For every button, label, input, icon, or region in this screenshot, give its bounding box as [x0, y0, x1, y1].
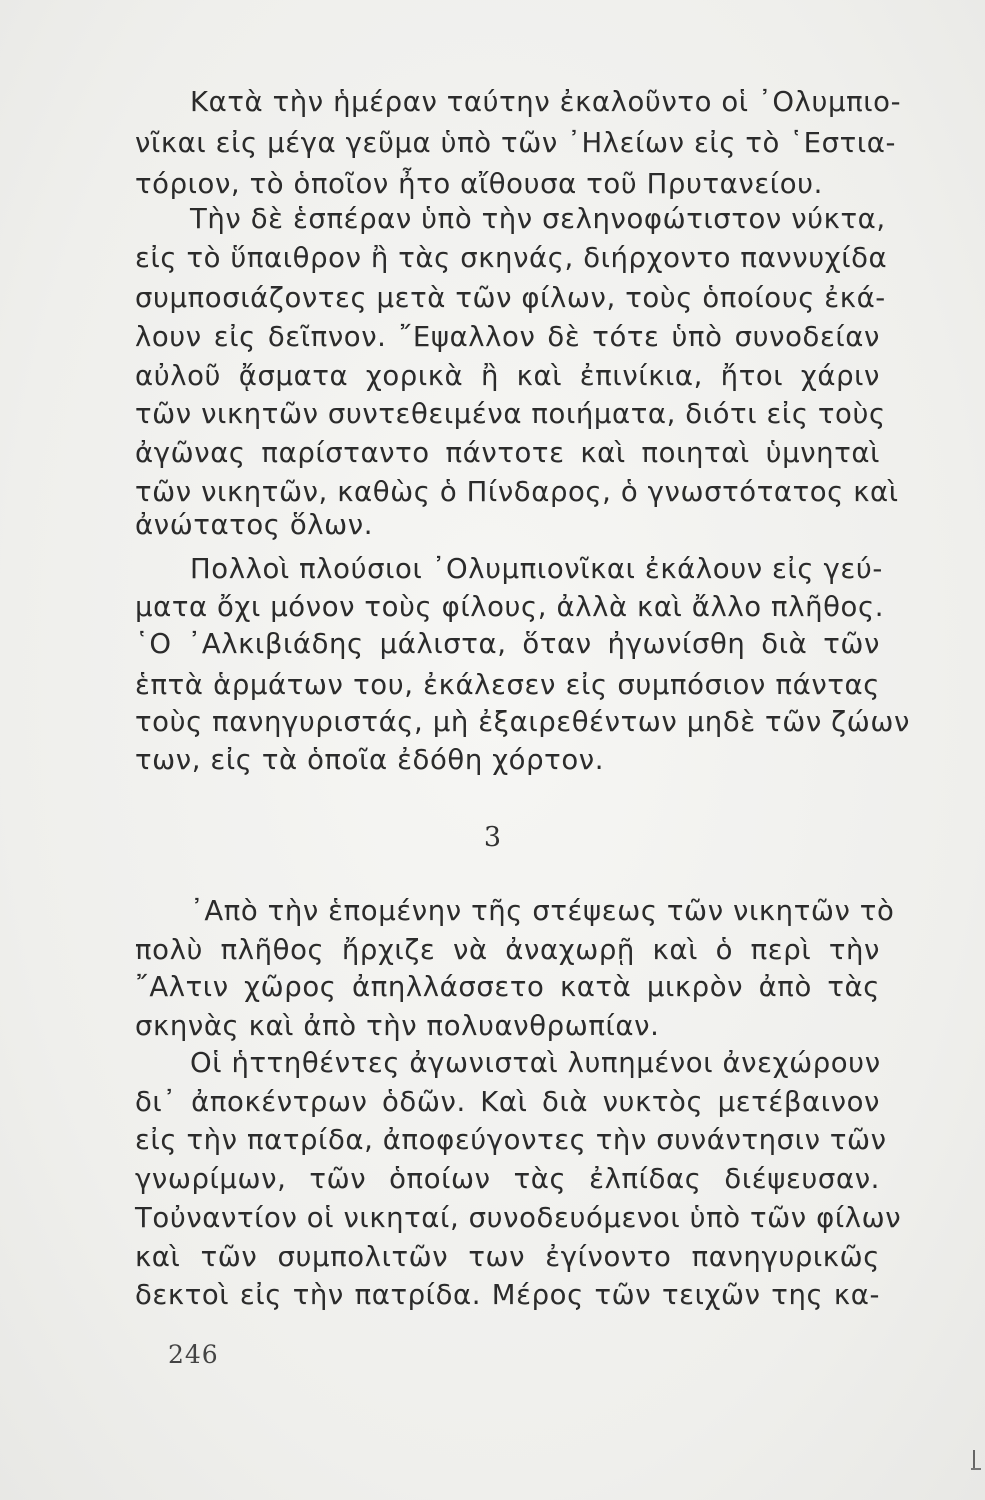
text-line: τόριον, τὸ ὁποῖον ἦτο αἴθουσα τοῦ Πρυτανείου.: [135, 168, 823, 200]
text-line: Κατὰ τὴν ἡμέραν ταύτην ἐκαλοῦντο οἱ ᾽Ολυμπιο-: [190, 86, 902, 118]
text-line: Τοὐναντίον οἱ νικηταί, συνοδευόμενοι ὑπὸ τῶν φίλων: [135, 1202, 902, 1234]
text-line: τῶν νικητῶν, καθὼς ὁ Πίνδαρος, ὁ γνωστότατος καὶ: [135, 476, 899, 508]
text-line: ῾Ο ᾽Αλκιβιάδης μάλιστα, ὅταν ἠγωνίσθη διὰ τῶν: [135, 628, 880, 660]
text-line: συμποσιάζοντες μετὰ τῶν φίλων, τοὺς ὁποίους ἐκά-: [135, 282, 886, 314]
text-line: ἀνώτατος ὅλων.: [135, 509, 374, 541]
text-line: ᾽Απὸ τὴν ἑπομένην τῆς στέψεως τῶν νικητῶν τὸ: [190, 895, 895, 927]
text-line: εἰς τὴν πατρίδα, ἀποφεύγοντες τὴν συνάντησιν τῶν: [135, 1124, 887, 1156]
text-line: ματα ὄχι μόνον τοὺς φίλους, ἀλλὰ καὶ ἄλλο πλῆθος.: [135, 591, 885, 623]
text-line: σκηνὰς καὶ ἀπὸ τὴν πολυανθρωπίαν.: [135, 1010, 660, 1042]
scan-edge-mark: [971, 1468, 981, 1470]
scan-edge-mark: [973, 1450, 975, 1468]
text-line: δεκτοὶ εἰς τὴν πατρίδα. Μέρος τῶν τειχῶν της κα-: [135, 1279, 880, 1311]
text-line: Οἱ ἡττηθέντες ἀγωνισταὶ λυπημένοι ἀνεχώρουν: [190, 1047, 881, 1079]
text-line: Πολλοὶ πλούσιοι ᾽Ολυμπιονῖκαι ἐκάλουν εἰς γεύ-: [190, 553, 883, 585]
text-line: πολὺ πλῆθος ἤρχιζε νὰ ἀναχωρῇ καὶ ὁ περὶ τὴν: [135, 934, 880, 966]
text-line: λουν εἰς δεῖπνον. ῎Εψαλλον δὲ τότε ὑπὸ συνοδείαν: [135, 321, 880, 353]
text-line: γνωρίμων, τῶν ὁποίων τὰς ἐλπίδας διέψευσαν.: [135, 1163, 880, 1195]
text-line: καὶ τῶν συμπολιτῶν των ἐγίνοντο πανηγυρικῶς: [135, 1241, 880, 1273]
section-number: 3: [483, 822, 502, 853]
text-line: δι᾽ ἀποκέντρων ὁδῶν. Καὶ διὰ νυκτὸς μετέβαινον: [135, 1086, 880, 1118]
text-line: τοὺς πανηγυριστάς, μὴ ἐξαιρεθέντων μηδὲ τῶν ζώων: [135, 706, 910, 738]
text-line: ἑπτὰ ἁρμάτων του, ἐκάλεσεν εἰς συμπόσιον πάντας: [135, 669, 880, 701]
text-line: ἀγῶνας παρίσταντο πάντοτε καὶ ποιηταὶ ὑμνηταὶ: [135, 437, 880, 469]
page-number: 246: [168, 1340, 219, 1369]
text-line: εἰς τὸ ὕπαιθρον ἢ τὰς σκηνάς, διήρχοντο παννυχίδα: [135, 242, 888, 274]
text-line: τῶν νικητῶν συντεθειμένα ποιήματα, διότι εἰς τοὺς: [135, 398, 886, 430]
text-line: των, εἰς τὰ ὁποῖα ἐδόθη χόρτον.: [135, 744, 605, 776]
text-line: ῎Αλτιν χῶρος ἀπηλλάσσετο κατὰ μικρὸν ἀπὸ τὰς: [135, 971, 880, 1003]
text-line: νῖκαι εἰς μέγα γεῦμα ὑπὸ τῶν ᾽Ηλείων εἰς τὸ ῾Εστια-: [135, 127, 896, 159]
text-line: αὐλοῦ ᾄσματα χορικὰ ἢ καὶ ἐπινίκια, ἤτοι χάριν: [135, 360, 880, 392]
text-line: Τὴν δὲ ἑσπέραν ὑπὸ τὴν σεληνοφώτιστον νύκτα,: [190, 203, 886, 235]
